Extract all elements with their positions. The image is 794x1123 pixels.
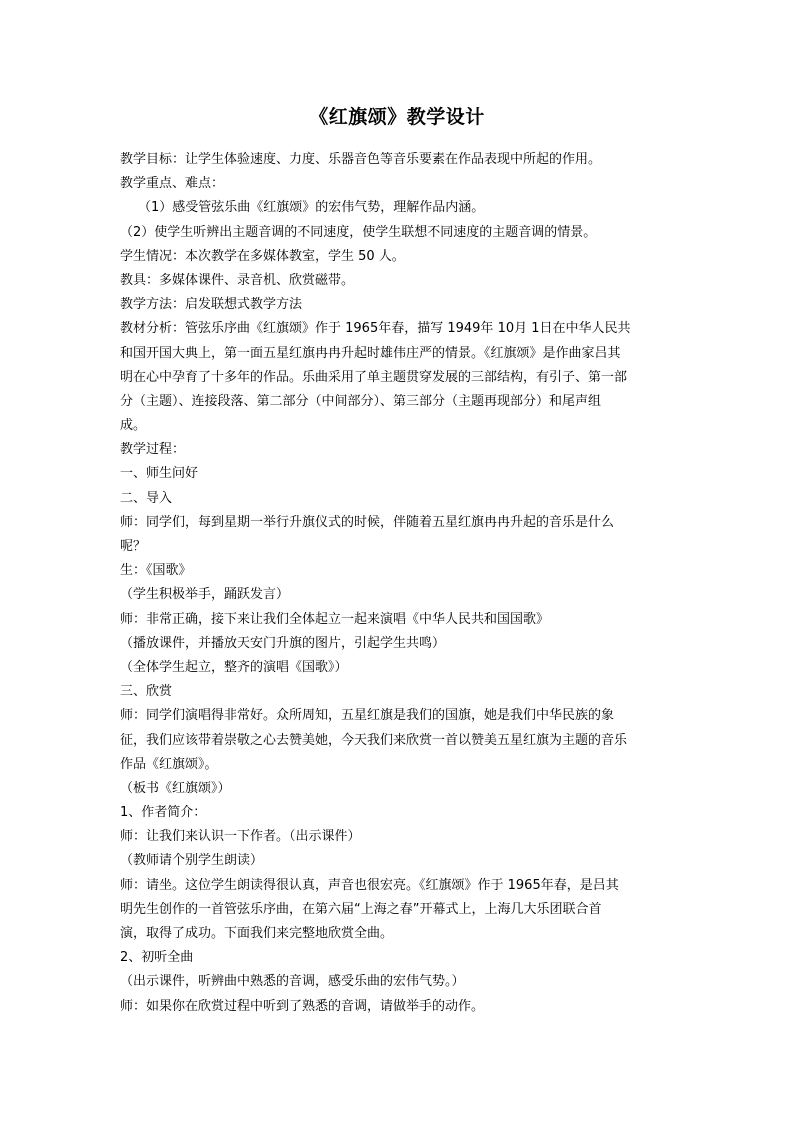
body-line: （出示课件，听辨曲中熟悉的音调，感受乐曲的宏伟气势。）: [120, 974, 465, 990]
body-line: （1）感受管弦乐曲《红旗颂》的宏伟气势，理解作品内涵。: [138, 200, 485, 216]
body-line: 二、导入: [120, 490, 173, 506]
body-line: 分（主题）、连接段落、第二部分（中间部分）、第三部分（主题再现部分）和尾声组: [120, 393, 602, 409]
body-line: 师：同学们演唱得非常好。众所周知，五星红旗是我们的国旗，她是我们中华民族的象: [120, 708, 615, 724]
body-line: 征，我们应该带着崇敬之心去赞美她，今天我们来欣赏一首以赞美五星红旗为主题的音乐: [120, 732, 628, 748]
body-line: 教具：多媒体课件、录音机、欣赏磁带。: [120, 272, 355, 288]
body-line: 2、初听全曲: [120, 950, 194, 966]
body-line: 三、欣赏: [120, 684, 173, 700]
body-line: 明先生创作的一首管弦乐序曲，在第六届“上海之春”开幕式上，上海几大乐团联合首: [120, 901, 602, 917]
body-line: 作品《红旗颂》。: [120, 756, 218, 772]
body-line: 学生情况：本次教学在多媒体教室，学生 50 人。: [120, 248, 405, 264]
body-line: 教学重点、难点：: [120, 176, 225, 192]
body-line: 师：非常正确，接下来让我们全体起立一起来演唱《中华人民共和国国歌》: [120, 611, 550, 627]
body-line: 教学方法：启发联想式教学方法: [120, 297, 303, 313]
document-body: [120, 148, 676, 1019]
body-line: 师：请坐。这位学生朗读得很认真，声音也很宏亮。《红旗颂》作于 1965年春，是吕其: [120, 877, 619, 893]
body-line: 呢？: [120, 539, 147, 554]
body-line: （播放课件，并播放天安门升旗的图片，引起学生共鸣）: [120, 635, 446, 651]
body-line: 一、师生问好: [120, 466, 199, 482]
body-line: 教材分析：管弦乐序曲《红旗颂》作于 1965年春，描写 1949年 10月 1日在中华人民共: [120, 321, 631, 337]
body-line: 教学过程：: [120, 442, 186, 458]
body-line: 1、作者简介：: [120, 805, 207, 821]
body-line: 成。: [120, 418, 147, 434]
body-line: 生：《国歌》: [120, 563, 192, 579]
body-line: 演，取得了成功。下面我们来完整地欣赏全曲。: [120, 926, 394, 941]
body-line: （板书《红旗颂》）: [120, 780, 231, 796]
body-line: （2）使学生听辨出主题音调的不同速度，使学生联想不同速度的主题音调的情景。: [120, 224, 597, 240]
body-line: 师：如果你在欣赏过程中听到了熟悉的音调，请做举手的动作。: [120, 998, 485, 1014]
body-line: （学生积极举手，踊跃发言）: [120, 587, 290, 603]
body-line: （教师请个别学生朗读）: [120, 853, 264, 869]
body-line: （全体学生起立，整齐的演唱《国歌》）: [120, 659, 348, 675]
body-line: 教学目标：让学生体验速度、力度、乐器音色等音乐要素在作品表现中所起的作用。: [120, 152, 602, 167]
document-title: 《红旗颂》教学设计: [309, 106, 485, 128]
body-line: 师：同学们，每到星期一举行升旗仪式的时候，伴随着五星红旗冉冉升起的音乐是什么: [120, 514, 615, 530]
body-line: 师：让我们来认识一下作者。（出示课件）: [120, 829, 361, 845]
body-line: 明在心中孕育了十多年的作品。乐曲采用了单主题贯穿发展的三部结构，有引子、第一部: [120, 369, 628, 385]
body-line: 和国开国大典上，第一面五星红旗冉冉升起时雄伟庄严的情景。《红旗颂》是作曲家吕其: [120, 345, 621, 361]
